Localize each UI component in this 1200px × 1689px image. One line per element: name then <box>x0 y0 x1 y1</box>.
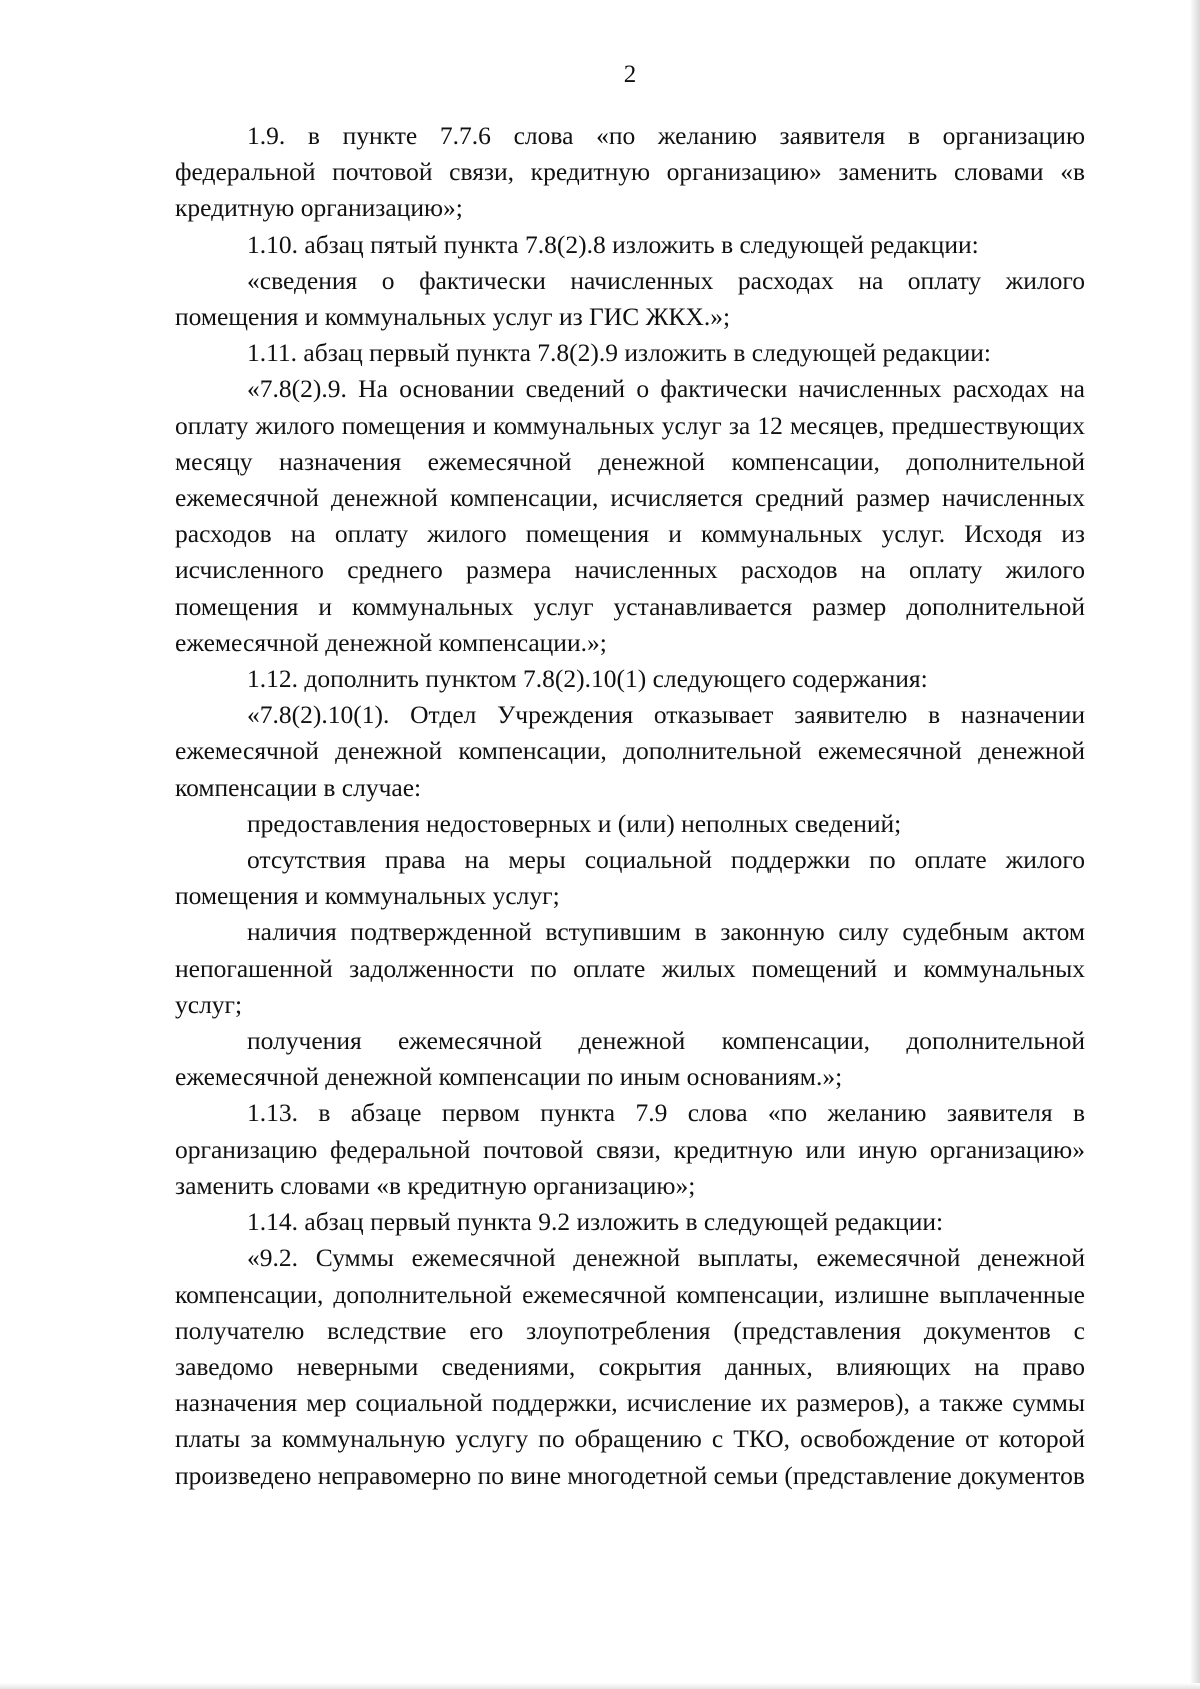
paragraph-1-10: 1.10. абзац пятый пункта 7.8(2).8 изложить в следующей редакции: <box>247 229 979 259</box>
refusal-reason-3: наличия подтвержденной вступившим в законную силу судебным актом непогашенной задолженности по оплате жилых помещений и коммунальных услуг; <box>175 917 1085 1019</box>
paragraph-1-12-quote: «7.8(2).10(1). Отдел Учреждения отказывает заявителю в назначении ежемесячной денежной компенсации, дополнительной ежемесячной денежной компенсации в случае: <box>175 700 1085 802</box>
refusal-reason-1: предоставления недостоверных и (или) неполных сведений; <box>247 808 902 838</box>
paragraph-1-11: 1.11. абзац первый пункта 7.8(2).9 изложить в следующей редакции: <box>247 338 991 368</box>
scan-edge-bottom <box>0 1683 1200 1689</box>
page-number: 2 <box>623 61 637 88</box>
document-body <box>175 118 1085 1494</box>
paragraph-1-11-quote: «7.8(2).9. На основании сведений о фактически начисленных расходах на оплату жилого помещения и коммунальных услуг за 12 месяцев, предшествующих месяцу назначения ежемесячной денежной компенсации, дополнительной ежемесячной денежной компенсации, исчисляется средний размер начисленных расходов на оплату жилого помещения и коммунальных услуг. Исходя из исчисленного среднего размера начисленных расходов на оплату жилого помещения и коммунальных услуг устанавливается размер дополнительной ежемесячной денежной компенсации.»; <box>175 374 1085 657</box>
paragraph-1-13: 1.13. в абзаце первом пункта 7.9 слова «по желанию заявителя в организацию федеральной почтовой связи, кредитную или иную организацию» заменить словами «в кредитную организацию»; <box>175 1098 1085 1200</box>
paragraph-1-14-quote: «9.2. Суммы ежемесячной денежной выплаты, ежемесячной денежной компенсации, дополнительной ежемесячной компенсации, излишне выплаченные получателю вследствие его злоупотребления (представления документов с заведомо неверными сведениями, сокрытия данных, влияющих на право назначения мер социальной поддержки, исчисление их размеров), а также суммы платы за коммунальную услугу по обращению с ТКО, освобождение от которой произведено неправомерно по вине многодетной семьи (представление документов <box>175 1243 1085 1490</box>
paragraph-1-10-quote: «сведения о фактически начисленных расходах на оплату жилого помещения и коммунальных услуг из ГИС ЖКХ.»; <box>175 265 1085 332</box>
paragraph-1-12: 1.12. дополнить пунктом 7.8(2).10(1) следующего содержания: <box>247 664 928 694</box>
refusal-reason-4: получения ежемесячной денежной компенсации, дополнительной ежемесячной денежной компенсации по иным основаниям.»; <box>175 1026 1085 1092</box>
scan-edge-right <box>1190 0 1200 1689</box>
refusal-reason-2: отсутствия права на меры социальной поддержки по оплате жилого помещения и коммунальных услуг; <box>175 845 1085 911</box>
paragraph-1-14: 1.14. абзац первый пункта 9.2 изложить в следующей редакции: <box>247 1207 944 1237</box>
paragraph-1-9: 1.9. в пункте 7.7.6 слова «по желанию заявителя в организацию федеральной почтовой связи, кредитную организацию» заменить словами «в кредитную организацию»; <box>175 121 1085 223</box>
